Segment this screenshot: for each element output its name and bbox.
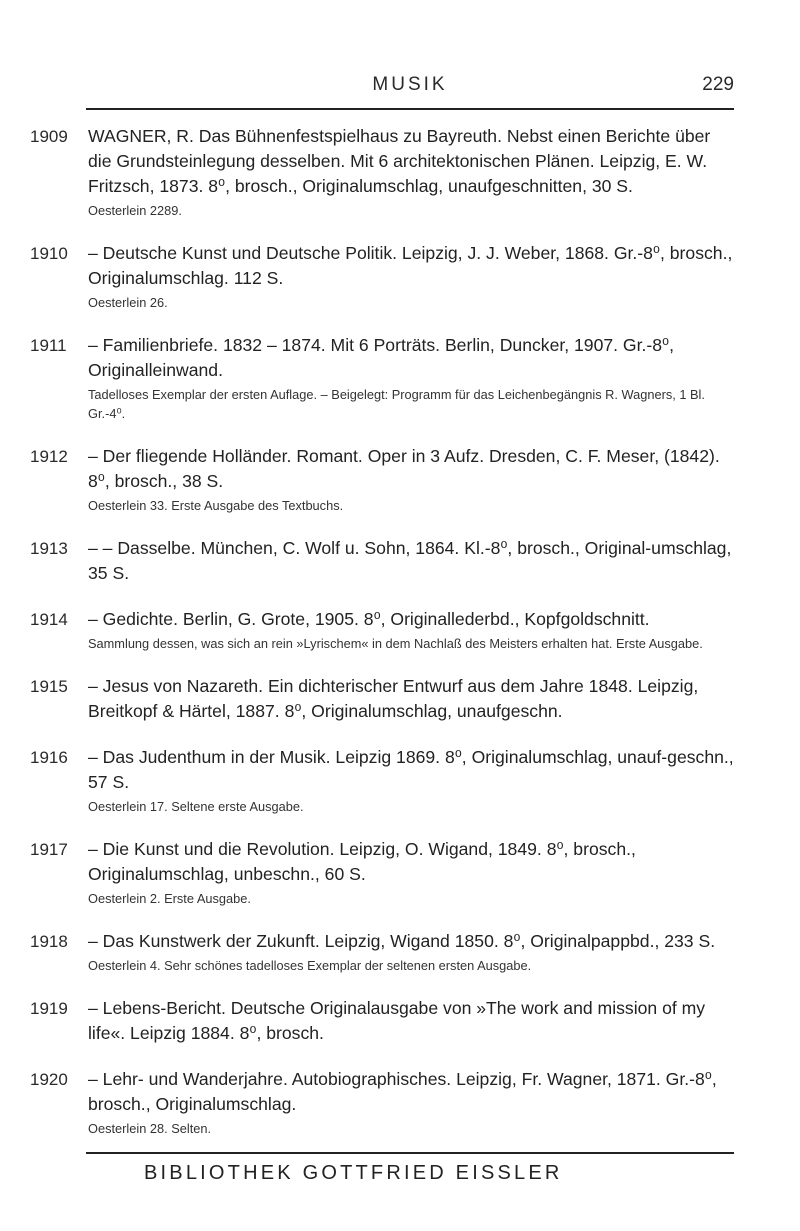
- library-name: BIBLIOTHEK GOTTFRIED EISSLER: [144, 1162, 563, 1184]
- entry-number: 1920: [30, 1070, 68, 1089]
- entry-text: – Lebens-Bericht. Deutsche Originalausgabe von »The work and mission of my life«. Leipzig 1884. 8⁰, brosch.: [88, 998, 706, 1043]
- section-title: MUSIK: [372, 74, 448, 95]
- entry-text: – – Dasselbe. München, C. Wolf u. Sohn, 1864. Kl.-8⁰, brosch., Original-umschlag, 35 S.: [88, 538, 732, 583]
- entry-text: – Die Kunst und die Revolution. Leipzig, O. Wigand, 1849. 8⁰, brosch., Originalumschlag, unbeschn., 60 S.: [88, 839, 636, 884]
- entry-number: 1917: [30, 840, 68, 859]
- entry-number: 1918: [30, 932, 68, 951]
- catalog-entry: [0, 929, 800, 975]
- entry-number: 1912: [30, 447, 68, 466]
- catalog-entry: [0, 1067, 800, 1138]
- entry-number: 1919: [30, 999, 68, 1018]
- page-number: 229: [702, 74, 734, 95]
- entry-number: 1915: [30, 677, 68, 696]
- entry-number: 1909: [30, 127, 68, 146]
- entry-text: – Das Kunstwerk der Zukunft. Leipzig, Wigand 1850. 8⁰, Originalpappbd., 233 S.: [88, 931, 716, 951]
- entry-text: – Deutsche Kunst und Deutsche Politik. Leipzig, J. J. Weber, 1868. Gr.-8⁰, brosch., Originalumschlag. 112 S.: [88, 243, 733, 288]
- entry-text: – Das Judenthum in der Musik. Leipzig 1869. 8⁰, Originalumschlag, unauf-geschn., 57 S.: [88, 747, 734, 792]
- entry-number: 1914: [30, 610, 68, 629]
- catalog-entry: [0, 607, 800, 653]
- catalog-entry: [0, 536, 800, 586]
- entry-note: Oesterlein 2289.: [88, 203, 182, 218]
- catalog-entry: [0, 674, 800, 724]
- entry-number: 1916: [30, 748, 68, 767]
- entry-text: – Lehr- und Wanderjahre. Autobiographisches. Leipzig, Fr. Wagner, 1871. Gr.-8⁰, brosch., Originalumschlag.: [88, 1069, 717, 1114]
- entry-text: – Gedichte. Berlin, G. Grote, 1905. 8⁰, Originallederbd., Kopfgoldschnitt.: [88, 609, 650, 629]
- entry-text: – Jesus von Nazareth. Ein dichterischer Entwurf aus dem Jahre 1848. Leipzig, Breitkopf & Härtel, 1887. 8⁰, Originalumschlag, unaufgeschn.: [88, 676, 699, 721]
- entry-note: Oesterlein 33. Erste Ausgabe des Textbuchs.: [88, 498, 344, 513]
- entry-text: WAGNER, R. Das Bühnenfestspielhaus zu Bayreuth. Nebst einen Berichte über die Grundsteinlegung desselben. Mit 6 architektonischen Plänen. Leipzig, E. W. Fritzsch, 1873. 8⁰, brosch., Originalumschlag, unaufgeschnitten, 30 S.: [88, 126, 711, 196]
- catalog-entry: [0, 444, 800, 515]
- page-header: [86, 66, 734, 110]
- catalog-entry: [0, 745, 800, 816]
- entry-note: Oesterlein 2. Erste Ausgabe.: [88, 891, 251, 906]
- entry-note: Sammlung dessen, was sich an rein »Lyrischem« in dem Nachlaß des Meisters erhalten hat. Erste Ausgabe.: [88, 636, 703, 651]
- entry-number: 1911: [30, 336, 67, 355]
- page-footer: [86, 1152, 734, 1185]
- entry-number: 1910: [30, 244, 68, 263]
- entry-note: Oesterlein 4. Sehr schönes tadelloses Exemplar der seltenen ersten Ausgabe.: [88, 958, 532, 973]
- entry-text: – Familienbriefe. 1832 – 1874. Mit 6 Porträts. Berlin, Duncker, 1907. Gr.-8⁰, Originalleinwand.: [88, 335, 674, 380]
- catalog-entries: [0, 124, 800, 1159]
- entry-number: 1913: [30, 539, 68, 558]
- catalog-entry: [0, 124, 800, 220]
- entry-note: Oesterlein 28. Selten.: [88, 1121, 212, 1136]
- catalog-entry: [0, 333, 800, 423]
- entry-note: Oesterlein 26.: [88, 295, 168, 310]
- catalog-entry: [0, 996, 800, 1046]
- catalog-entry: [0, 837, 800, 908]
- entry-text: – Der fliegende Holländer. Romant. Oper in 3 Aufz. Dresden, C. F. Meser, (1842). 8⁰, brosch., 38 S.: [88, 446, 720, 491]
- entry-note: Oesterlein 17. Seltene erste Ausgabe.: [88, 799, 304, 814]
- entry-note: Tadelloses Exemplar der ersten Auflage. – Beigelegt: Programm für das Leichenbegängnis R. Wagners, 1 Bl. Gr.-4⁰.: [88, 387, 705, 421]
- catalog-entry: [0, 241, 800, 312]
